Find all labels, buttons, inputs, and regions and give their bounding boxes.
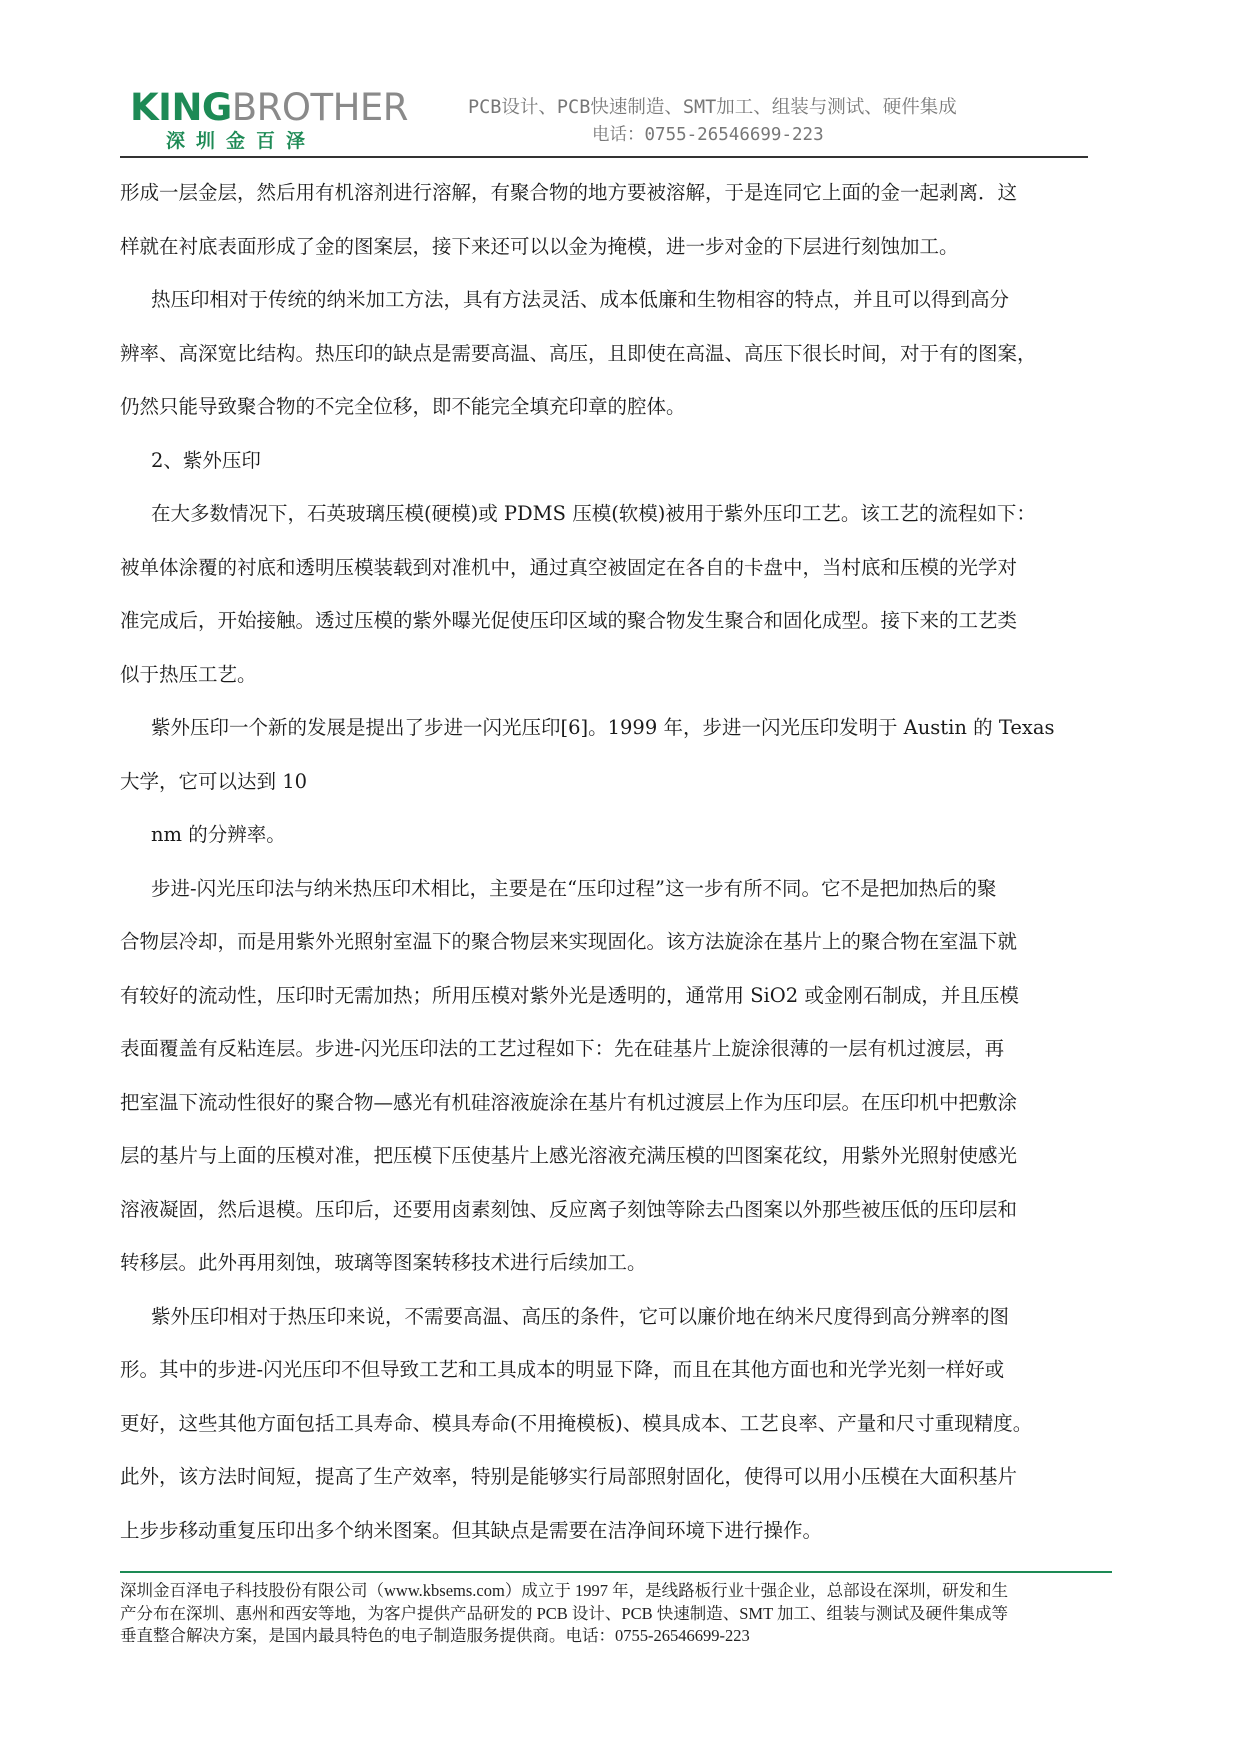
body-line: 仍然只能导致聚合物的不完全位移，即不能完全填充印章的腔体。 (120, 395, 686, 418)
header-phone: 电话：0755-26546699-223 (592, 125, 824, 145)
footer-line: 深圳金百泽电子科技股份有限公司（www.kbsems.com）成立于 1997 年，是线路板行业十强企业，总部设在深圳，研发和生 (120, 1581, 1009, 1600)
body-line: 2、紫外压印 (151, 448, 261, 472)
footer-divider (120, 1571, 1112, 1573)
body-line: 热压印相对于传统的纳米加工方法，具有方法灵活、成本低廉和生物相容的特点，并且可以得到高分 (151, 288, 1010, 311)
body-line: nm 的分辨率。 (151, 823, 286, 846)
body-line: 此外，该方法时间短，提高了生产效率，特别是能够实行局部照射固化，使得可以用小压模在大面积基片 (120, 1465, 1018, 1488)
body-line: 形。其中的步进-闪光压印不但导致工艺和工具成本的明显下降，而且在其他方面也和光学光刻一样好或 (120, 1358, 1005, 1381)
company-logo (130, 88, 408, 153)
body-line: 样就在衬底表面形成了金的图案层，接下来还可以以金为掩模，进一步对金的下层进行刻蚀加工。 (120, 234, 959, 258)
body-line: 把室温下流动性很好的聚合物—感光有机硅溶液旋涂在基片有机过渡层上作为压印层。在压印机中把敷涂 (120, 1090, 1018, 1114)
body-line: 紫外压印相对于热压印来说，不需要高温、高压的条件，它可以廉价地在纳米尺度得到高分辨率的图 (151, 1304, 1010, 1328)
logo-chinese-name: 深圳金百泽 (166, 130, 317, 152)
body-line: 在大多数情况下，石英玻璃压模(硬模)或 PDMS 压模(软模)被用于紫外压印工艺。该工艺的流程如下： (151, 502, 1036, 525)
body-line: 更好，这些其他方面包括工具寿命、模具寿命(不用掩模板)、模具成本、工艺良率、产量和尺寸重现精度。 (120, 1411, 1033, 1435)
body-line: 紫外压印一个新的发展是提出了步进一闪光压印[6]。1999 年，步进一闪光压印发明于 Austin 的 Texas (151, 716, 1055, 739)
body-line: 有较好的流动性，压印时无需加热；所用压模对紫外光是透明的，通常用 SiO2 或金刚石制成，并且压模 (120, 983, 1019, 1007)
header-divider (120, 156, 1088, 158)
footer-line: 产分布在深圳、惠州和西安等地，为客户提供产品研发的 PCB 设计、PCB 快速制造、SMT 加工、组装与测试及硬件集成等 (120, 1603, 1009, 1623)
body-line: 溶液凝固，然后退模。压印后，还要用卤素刻蚀、反应离子刻蚀等除去凸图案以外那些被压低的压印层和 (120, 1197, 1018, 1221)
body-line: 合物层冷却，而是用紫外光照射室温下的聚合物层来实现固化。该方法旋涂在基片上的聚合物在室温下就 (120, 930, 1018, 953)
page-footer (120, 1580, 1140, 1648)
body-line: 被单体涂覆的衬底和透明压模装载到对准机中，通过真空被固定在各自的卡盘中，当村底和压模的光学对 (120, 555, 1018, 579)
body-line: 准完成后，开始接触。透过压模的紫外曝光促使压印区域的聚合物发生聚合和固化成型。接下来的工艺类 (120, 609, 1018, 632)
document-body (120, 166, 1144, 1557)
body-line: 表面覆盖有反粘连层。步进-闪光压印法的工艺过程如下：先在硅基片上旋涂很薄的一层有机过渡层，再 (120, 1037, 1005, 1060)
body-line: 层的基片与上面的压模对准，把压模下压使基片上感光溶液充满压模的凹图案花纹，用紫外光照射使感光 (120, 1144, 1018, 1167)
body-line: 大学，它可以达到 10 (120, 769, 308, 793)
body-line: 上步步移动重复压印出多个纳米图案。但其缺点是需要在洁净间环境下进行操作。 (120, 1518, 823, 1542)
body-line: 辨率、高深宽比结构。热压印的缺点是需要高温、高压，且即使在高温、高压下很长时间，对于有的图案， (120, 341, 1037, 365)
footer-line: 垂直整合解决方案，是国内最具特色的电子制造服务提供商。电话：0755-26546699-223 (120, 1626, 750, 1645)
logo-king: KING (130, 86, 232, 129)
body-line: 似于热压工艺。 (120, 662, 257, 686)
logo-brother: BROTHER (231, 86, 409, 129)
body-line: 形成一层金层，然后用有机溶剂进行溶解，有聚合物的地方要被溶解，于是连同它上面的金一起剥离．这 (120, 181, 1018, 204)
header-tagline: PCB设计、PCB快速制造、SMT加工、组装与测试、硬件集成 (468, 97, 957, 118)
body-line: 步进-闪光压印法与纳米热压印术相比，主要是在“压印过程”这一步有所不同。它不是把加热后的聚 (151, 876, 997, 900)
body-line: 转移层。此外再用刻蚀，玻璃等图案转移技术进行后续加工。 (120, 1251, 647, 1274)
page-header (0, 0, 1241, 160)
logo-wordmark (130, 88, 408, 128)
